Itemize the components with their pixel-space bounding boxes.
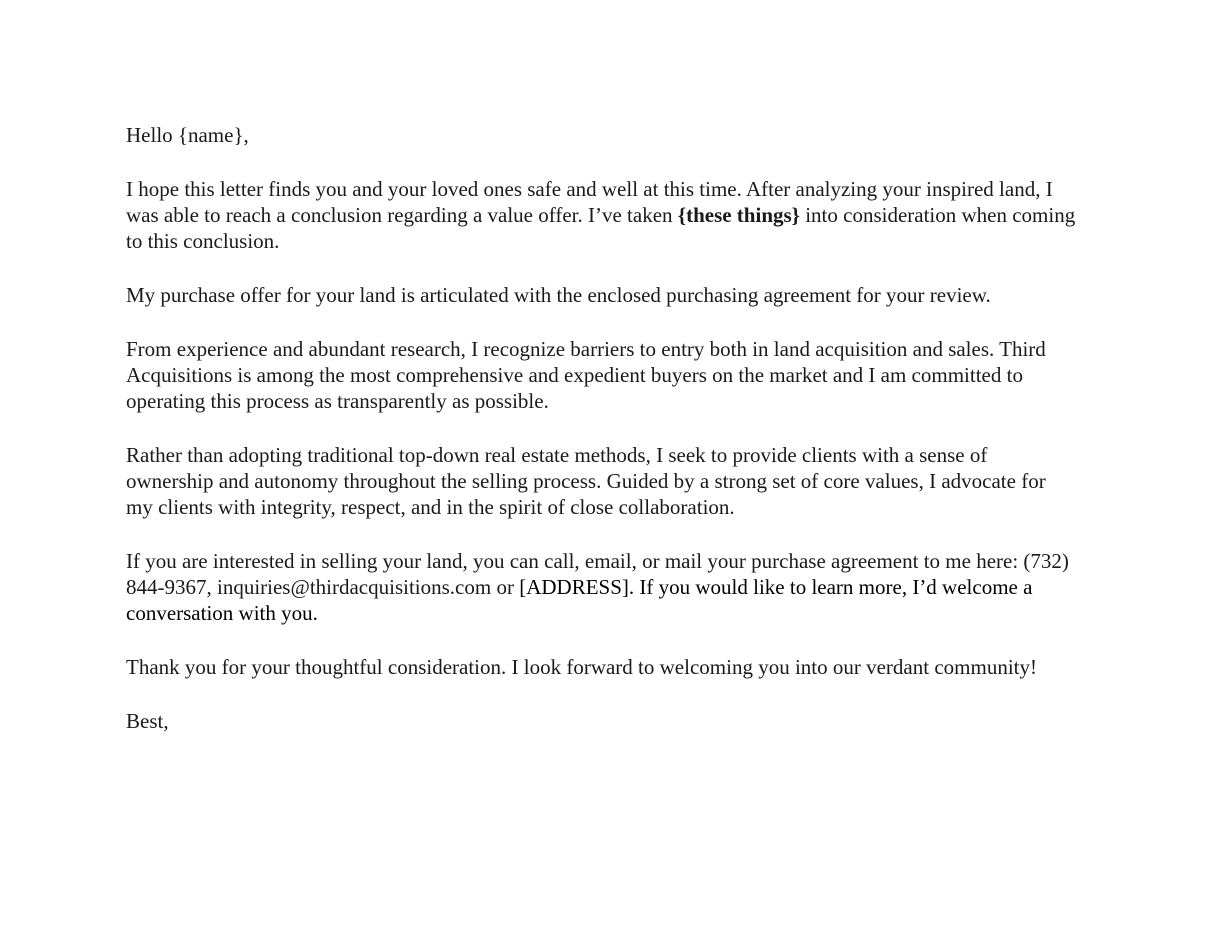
- paragraph-thanks: Thank you for your thoughtful consideration. I look forward to welcoming you into our verdant community!: [126, 655, 1037, 679]
- greeting: Hello {name},: [126, 123, 249, 147]
- letter-body: [126, 122, 1076, 734]
- paragraph-intro: [126, 176, 1076, 254]
- contact-address: [ADDRESS]. If you would like to learn more, I’d welcome a conversation with you.: [126, 575, 1033, 625]
- placeholder-these-things: {these things}: [677, 203, 800, 227]
- closing: Best,: [126, 709, 169, 733]
- paragraph-intro-text-end: into consideration when coming to this conclusion.: [126, 203, 1076, 253]
- paragraph-contact: [126, 548, 1076, 626]
- paragraph-values: Rather than adopting traditional top-down real estate methods, I seek to provide clients with a sense of ownership and autonomy throughout the selling process. Guided by a strong set of core values, I advocate for my clients with integrity, respect, and in the spirit of close collaboration.: [126, 443, 1046, 519]
- paragraph-offer: My purchase offer for your land is articulated with the enclosed purchasing agreement for your review.: [126, 283, 991, 307]
- paragraph-intro-text: I hope this letter finds you and your loved ones safe and well at this time. After analyzing your inspired land, I was able to reach a conclusion regarding a value offer. I’ve taken: [126, 177, 1053, 227]
- contact-details: If you are interested in selling your land, you can call, email, or mail your purchase agreement to me here: (732) 844-9367, inquiries@thirdacquisitions.com or: [126, 549, 1069, 599]
- paragraph-experience: From experience and abundant research, I recognize barriers to entry both in land acquisition and sales. Third Acquisitions is among the most comprehensive and expedient buyers on the market and I am committed to operating this process as transparently as possible.: [126, 337, 1046, 413]
